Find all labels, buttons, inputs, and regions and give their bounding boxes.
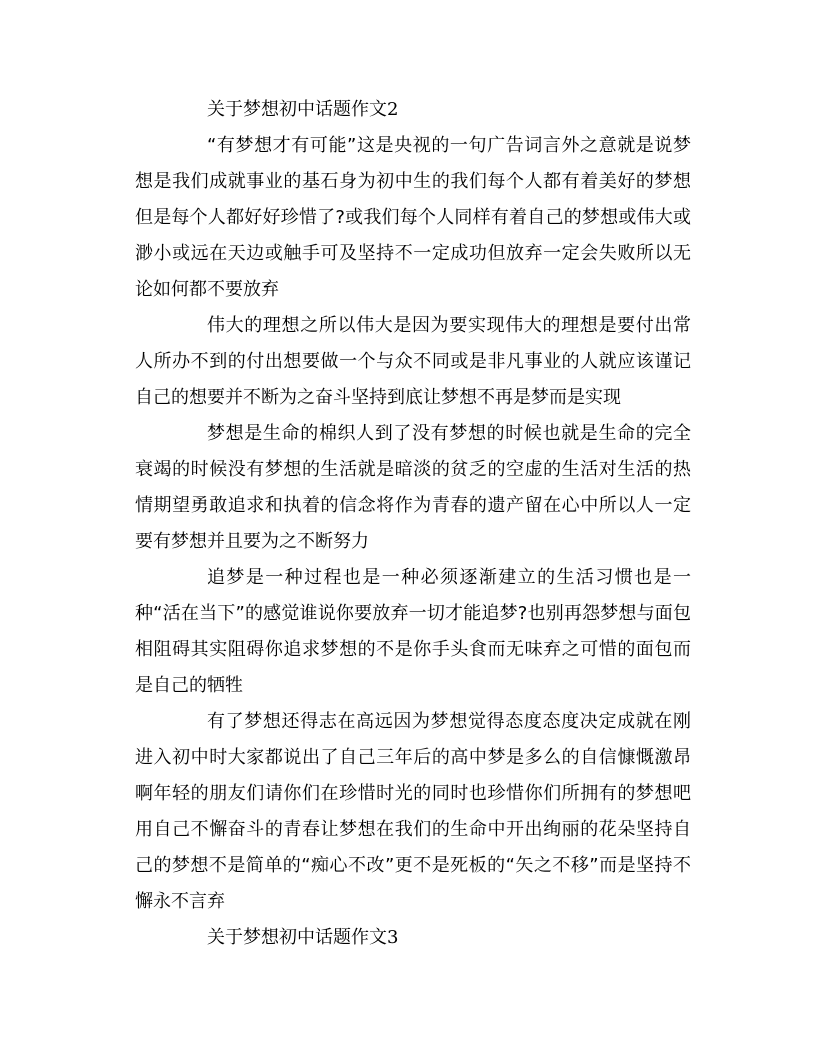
- paragraph-2: 伟大的理想之所以伟大是因为要实现伟大的理想是要付出常人所办不到的付出想要做一个与众不同或是非凡事业的人就应该谨记自己的想要并不断为之奋斗坚持到底让梦想不再是梦而是实现: [135, 315, 691, 408]
- essay-title-2: 关于梦想初中话题作文2: [207, 99, 399, 120]
- paragraph-4: 追梦是一种过程也是一种必须逐渐建立的生活习惯也是一种“活在当下”的感觉谁说你要放弃一切才能追梦?也别再怨梦想与面包相阻碍其实阻碍你追求梦想的不是你手头食而无味弃之可惜的面包而是自己的牺牲: [135, 567, 691, 696]
- paragraph-5: 有了梦想还得志在高远因为梦想觉得态度态度决定成就在刚进入初中时大家都说出了自己三年后的高中梦是多么的自信慷慨激昂啊年轻的朋友们请你们在珍惜时光的同时也珍惜你们所拥有的梦想吧用自己不懈奋斗的青春让梦想在我们的生命中开出绚丽的花朵坚持自己的梦想不是简单的“痴心不改”更不是死板的“矢之不移”而是坚持不懈永不言弃: [135, 711, 691, 912]
- paragraph-3: 梦想是生命的棉织人到了没有梦想的时候也就是生命的完全衰竭的时候没有梦想的生活就是暗淡的贫乏的空虚的生活对生活的热情期望勇敢追求和执着的信念将作为青春的遗产留在心中所以人一定要有梦想并且要为之不断努力: [135, 423, 691, 552]
- paragraph-1: “有梦想才有可能”这是央视的一句广告词言外之意就是说梦想是我们成就事业的基石身为初中生的我们每个人都有着美好的梦想但是每个人都好好珍惜了?或我们每个人同样有着自己的梦想或伟大或渺小或远在天边或触手可及坚持不一定成功但放弃一定会失败所以无论如何都不要放弃: [135, 135, 691, 300]
- essay-title-3: 关于梦想初中话题作文3: [207, 927, 399, 948]
- document-body: [135, 92, 691, 956]
